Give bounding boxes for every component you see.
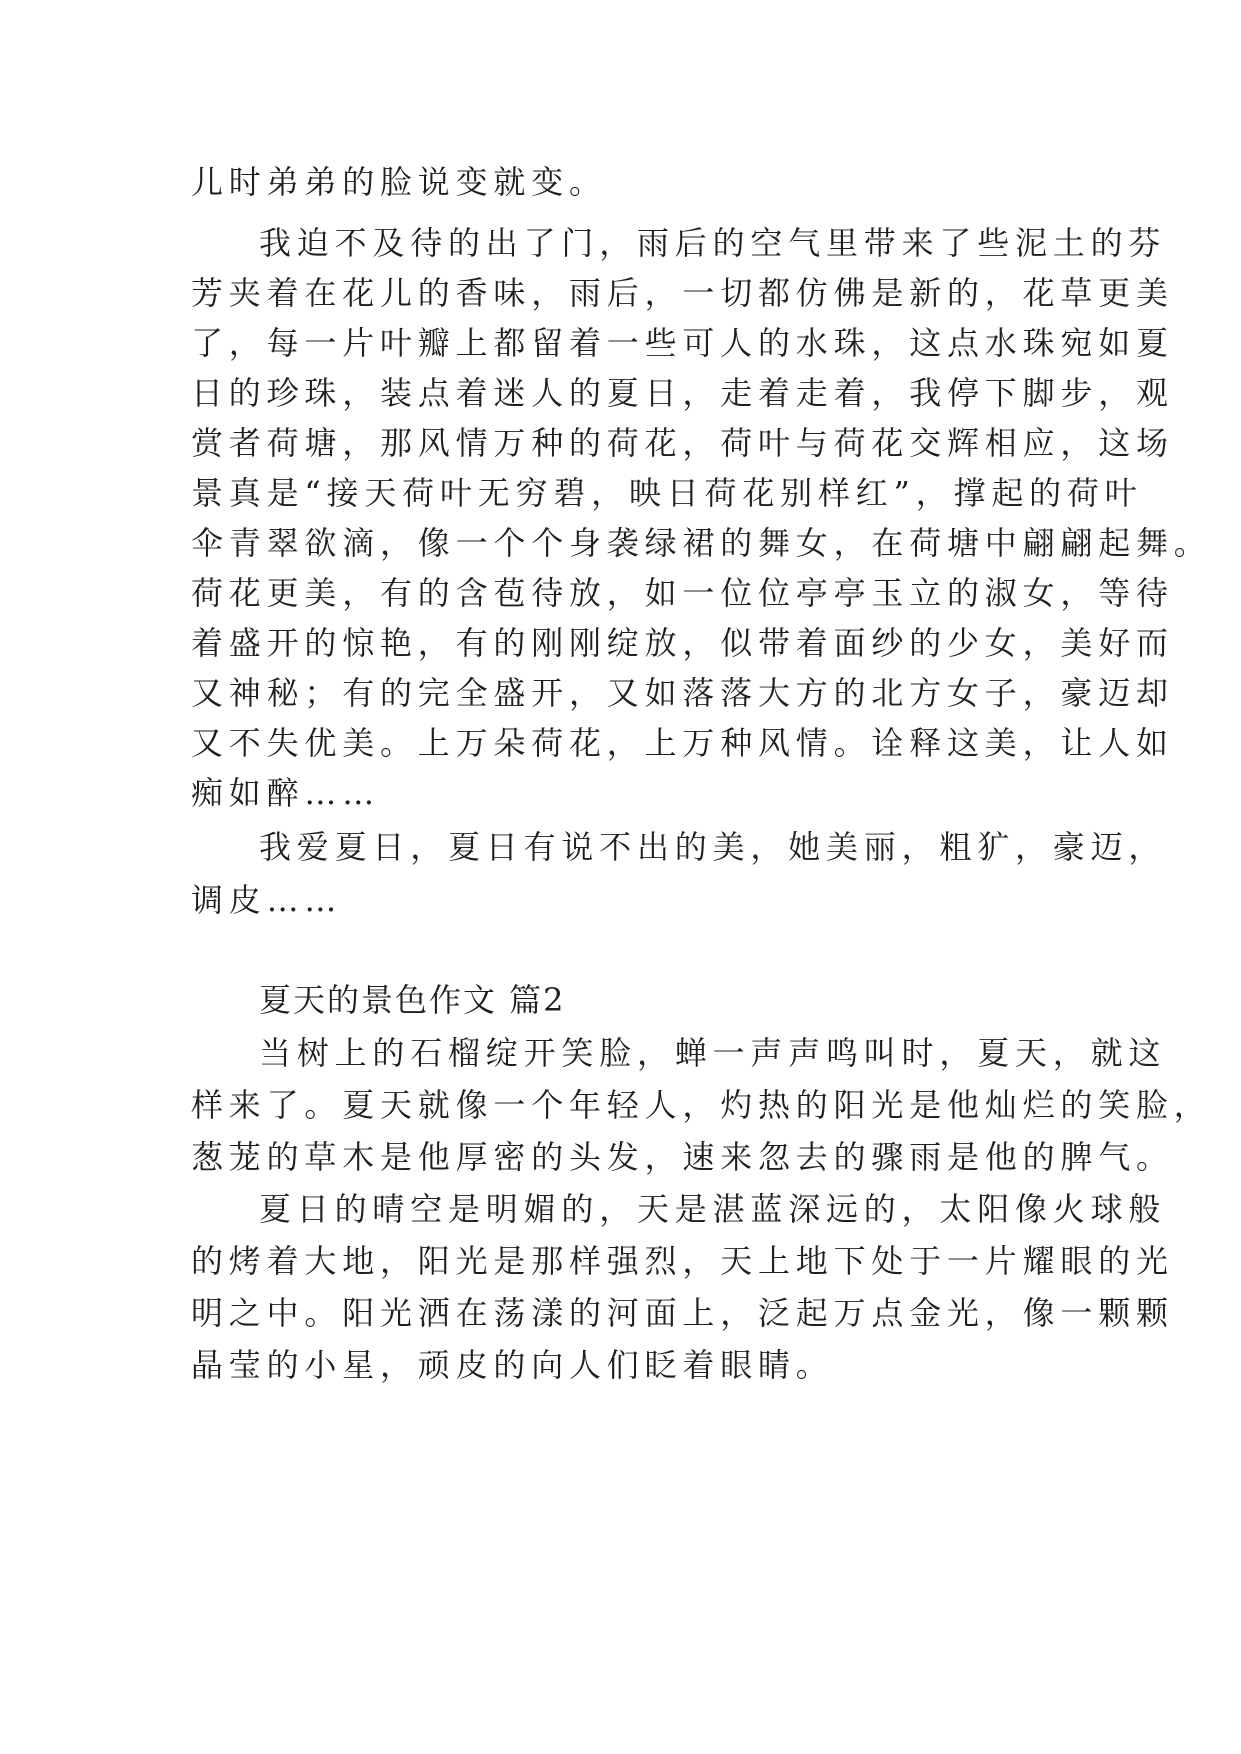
paragraph-line: 赏者荷塘，那风情万种的荷花，荷叶与荷花交辉相应，这场 [191, 424, 1174, 462]
paragraph-line: 的烤着大地，阳光是那样强烈，天上地下处于一片耀眼的光 [191, 1242, 1174, 1280]
paragraph-line: 芳夹着在花儿的香味，雨后，一切都仿佛是新的，花草更美 [191, 274, 1174, 312]
paragraph-line: 夏日的晴空是明媚的，天是湛蓝深远的，太阳像火球般 [259, 1190, 1167, 1228]
paragraph-line: 我迫不及待的出了门，雨后的空气里带来了些泥土的芬 [259, 224, 1167, 262]
paragraph-line: 了，每一片叶瓣上都留着一些可人的水珠，这点水珠宛如夏 [191, 324, 1174, 362]
paragraph-line: 我爱夏日，夏日有说不出的美，她美丽，粗犷，豪迈， [259, 828, 1167, 866]
paragraph-line: 伞青翠欲滴，像一个个身袭绿裙的舞女，在荷塘中翩翩起舞。 [191, 524, 1212, 562]
paragraph-line: 痴如醉…… [191, 774, 381, 812]
paragraph-line: 又不失优美。上万朵荷花，上万种风情。诠释这美，让人如 [191, 724, 1174, 762]
paragraph-line: 景真是“接天荷叶无穷碧，映日荷花别样红”，撑起的荷叶 [191, 474, 1143, 512]
section-heading: 夏天的景色作文 篇2 [259, 981, 566, 1019]
paragraph-line: 又神秘；有的完全盛开，又如落落大方的北方女子，豪迈却 [191, 674, 1174, 712]
paragraph-line: 样来了。夏天就像一个年轻人，灼热的阳光是他灿烂的笑脸， [191, 1086, 1212, 1124]
paragraph-line: 调皮…… [191, 881, 343, 919]
paragraph-line: 儿时弟弟的脸说变就变。 [191, 163, 607, 201]
paragraph-line: 明之中。阳光洒在荡漾的河面上，泛起万点金光，像一颗颗 [191, 1294, 1174, 1332]
paragraph-line: 葱茏的草木是他厚密的头发，速来忽去的骤雨是他的脾气。 [191, 1138, 1174, 1176]
paragraph-line: 晶莹的小星，顽皮的向人们眨着眼睛。 [191, 1346, 834, 1384]
paragraph-line: 日的珍珠，装点着迷人的夏日，走着走着，我停下脚步，观 [191, 374, 1174, 412]
paragraph-line: 着盛开的惊艳，有的刚刚绽放，似带着面纱的少女，美好而 [191, 624, 1174, 662]
paragraph-line: 荷花更美，有的含苞待放，如一位位亭亭玉立的淑女，等待 [191, 574, 1174, 612]
paragraph-line: 当树上的石榴绽开笑脸，蝉一声声鸣叫时，夏天，就这 [259, 1034, 1167, 1072]
